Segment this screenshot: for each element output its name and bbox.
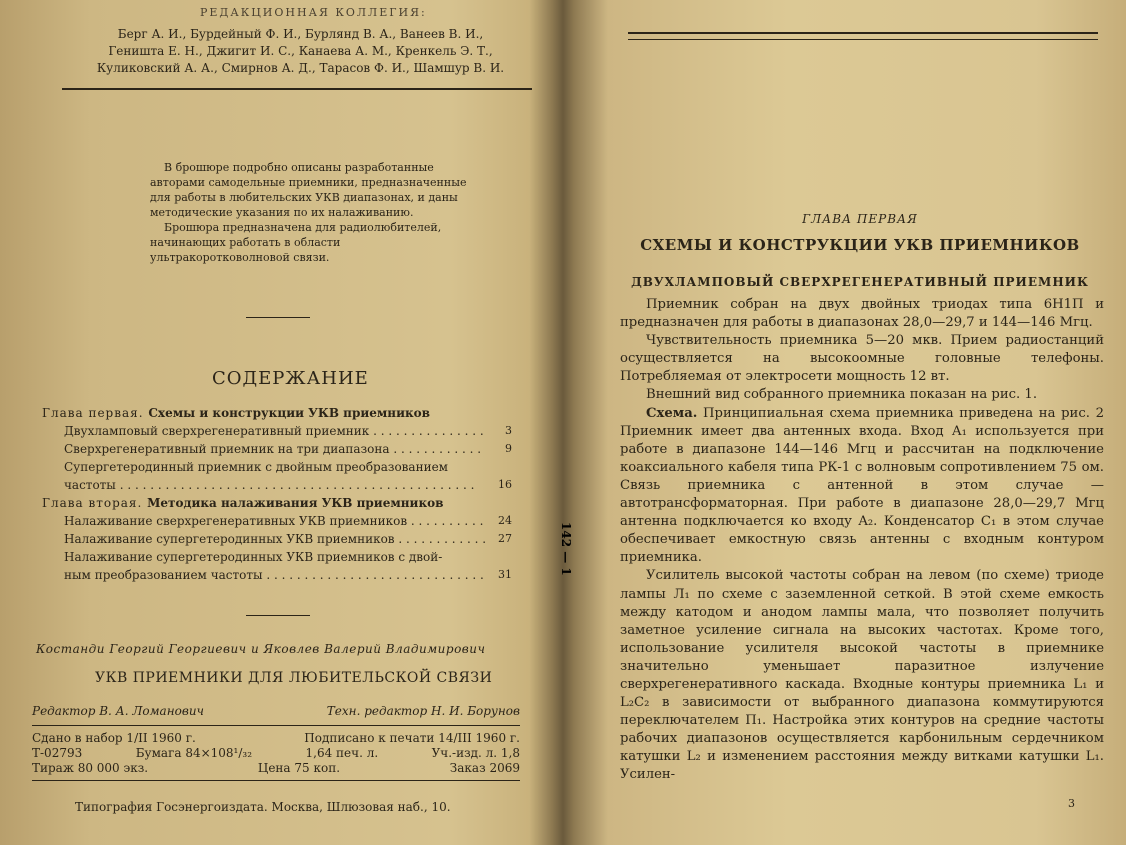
- body-paragraph: Приемник собран на двух двойных триодах типа 6Н1П и предназначен для работы в диапазонах 28,0—29,7 и 144—146 Мгц.: [620, 297, 1104, 331]
- imprint-sent: Сдано в набор 1/II 1960 г.: [32, 731, 196, 745]
- editorial-names-line: Геништа Е. Н., Джигит И. С., Канаева А. М., Кренкель Э. Т.,: [108, 44, 493, 58]
- editorial-board-names: [78, 26, 523, 77]
- imprint-row: [32, 746, 520, 761]
- imprint-order: Заказ 2069: [449, 761, 520, 775]
- body-paragraph: Усилитель высокой частоты собран на левом (по схеме) триоде лампы Л₁ по схеме с заземленной сеткой. В этой схеме емкость между катодом и анодом лампы мала, что позволяет получить заметное усиление сигнала на высоких частотах. Кроме того, использование усилителя высокой частоты в приемнике значительно уменьшает паразитное излучение сверхрегенеративного каскада. Входные контуры приемника L₁ и L₂C₂ в зависимости от выбранного диапазона коммутируются переключателем П₁. Настройка этих контуров на средние частоты рабочих диапазонов осуществляется карбонильным сердечником катушки L₂ и изменением расстояния между витками катушки L₁. Усилен-: [620, 568, 1104, 783]
- right-page: [556, 0, 1126, 845]
- imprint-editors: [32, 704, 520, 719]
- toc-entry-page: 16: [498, 478, 512, 491]
- editorial-board-heading: РЕДАКЦИОННАЯ КОЛЛЕГИЯ:: [200, 6, 427, 19]
- body-paragraph: Внешний вид собранного приемника показан на рис. 1.: [646, 387, 1038, 403]
- scheme-label: Схема.: [646, 405, 698, 421]
- toc-chapter-2: [42, 494, 512, 512]
- toc-entry: [42, 440, 512, 458]
- page-number: 3: [1068, 797, 1075, 810]
- toc-entry-page: 31: [498, 568, 512, 581]
- summary-block: [150, 160, 470, 265]
- imprint-uch: Уч.-изд. л. 1,8: [431, 746, 520, 760]
- imprint-code: Т-02793: [32, 746, 83, 760]
- toc-entry-title: Сверхрегенеративный приемник на три диапазона . . .: [64, 440, 486, 458]
- imprint-print-run: Тираж 80 000 экз.: [32, 761, 149, 775]
- imprint-divider: [32, 780, 520, 781]
- imprint-editor: Редактор В. А. Ломанович: [32, 704, 205, 718]
- table-of-contents: [42, 404, 512, 584]
- toc-title: СОДЕРЖАНИЕ: [212, 368, 369, 389]
- toc-entry-title: Двухламповый сверхрегенеративный приемник . . .: [64, 422, 486, 440]
- imprint-tech-editor: Техн. редактор Н. И. Борунов: [326, 704, 520, 718]
- toc-entry-page: 9: [505, 442, 512, 455]
- editorial-names-line: Куликовский А. А., Смирнов А. Д., Тарасов Ф. И., Шамшур В. И.: [96, 61, 505, 75]
- toc-entry-title: Налаживание супергетеродинных УКВ приемников . . .: [64, 530, 486, 548]
- toc-entry-page: 24: [498, 514, 512, 527]
- toc-entry-page: 3: [505, 424, 512, 437]
- printer-line: Типография Госэнергоиздата. Москва, Шлюзовая наб., 10.: [75, 800, 451, 814]
- imprint-row: [32, 731, 520, 746]
- toc-divider: [246, 615, 310, 616]
- header-rule-thin: [628, 39, 1098, 40]
- imprint-price: Цена 75 коп.: [257, 761, 341, 775]
- toc-chapter-title: Методика налаживания УКВ приемников: [147, 496, 444, 510]
- header-rule: [628, 32, 1098, 34]
- editorial-names-line: Берг А. И., Бурдейный Ф. И., Бурлянд В. А., Ванеев В. И.,: [117, 27, 484, 41]
- toc-chapter-prefix: Глава вторая.: [42, 496, 143, 510]
- toc-chapter-1: [42, 404, 512, 422]
- body-text: [620, 296, 1104, 785]
- toc-entry-page: 27: [498, 532, 512, 545]
- imprint-divider: [32, 725, 520, 726]
- section-title: ДВУХЛАМПОВЫЙ СВЕРХРЕГЕНЕРАТИВНЫЙ ПРИЕМНИК: [631, 275, 1089, 289]
- toc-entry-line: Супергетеродинный приемник с двойным преобразованием: [64, 460, 449, 474]
- imprint-row: [32, 761, 520, 776]
- summary-paragraph: Брошюра предназначена для радиолюбителей, начинающих работать в области ультракоротковолновой связи.: [150, 221, 442, 264]
- imprint-signed: Подписано к печати 14/III 1960 г.: [304, 731, 520, 745]
- body-paragraph: Чувствительность приемника 5—20 мкв. Прием радиостанций осуществляется на высокоомные головные телефоны. Потребляемая от электросети мощность 12 вт.: [620, 333, 1104, 385]
- chapter-label: ГЛАВА ПЕРВАЯ: [802, 212, 918, 226]
- chapter-title: СХЕМЫ И КОНСТРУКЦИИ УКВ ПРИЕМНИКОВ: [640, 236, 1080, 254]
- scheme-text: Принципиальная схема приемника приведена на рис. 2 Приемник имеет два антенных входа. Вход A₁ используется при работе в диапазоне 144—146 Мгц и рассчитан на подключение коаксиального кабеля типа РК-1 с волновым сопротивлением 75 ом. Связь приемника с антенной в этом случае — автотрансформаторная. При работе в диапазоне 28,0—29,7 Мгц антенна подключается ко входу A₂. Конденсатор C₁ в этом случае обеспечивает емкостную связь антенны с входным контуром приемника.: [620, 405, 1104, 566]
- toc-entry: [42, 512, 512, 530]
- left-page: [0, 0, 548, 845]
- summary-paragraph: В брошюре подробно описаны разработанные авторами самодельные приемники, предназначенные для работы в любительских УКВ диапазонах, и даны методические указания по их налаживанию.: [150, 161, 467, 219]
- toc-chapter-prefix: Глава первая.: [42, 406, 144, 420]
- summary-divider: [246, 317, 310, 318]
- toc-entry-title: частоты . . .: [64, 476, 486, 494]
- toc-entry-line: Налаживание супергетеродинных УКВ приемников с двой-: [64, 550, 443, 564]
- signature-mark: 142 — 1: [559, 522, 573, 576]
- toc-entry: [42, 476, 512, 494]
- book-title: УКВ ПРИЕМНИКИ ДЛЯ ЛЮБИТЕЛЬСКОЙ СВЯЗИ: [95, 670, 493, 686]
- imprint: [32, 704, 520, 781]
- body-paragraph-scheme: [620, 405, 1104, 568]
- imprint-sheets: 1,64 печ. л.: [305, 746, 379, 760]
- toc-entry: [42, 566, 512, 584]
- toc-entry: [42, 530, 512, 548]
- toc-entry: [42, 422, 512, 440]
- authors: Костанди Георгий Георгиевич и Яковлев Валерий Владимирович: [36, 642, 486, 656]
- imprint-paper: Бумага 84×108¹/₃₂: [135, 746, 253, 760]
- toc-chapter-title: Схемы и конструкции УКВ приемников: [148, 406, 430, 420]
- top-divider: [62, 88, 532, 90]
- toc-entry-title: Налаживание сверхрегенеративных УКВ приемников . . .: [64, 512, 486, 530]
- toc-entry-title: ным преобразованием частоты . . .: [64, 566, 486, 584]
